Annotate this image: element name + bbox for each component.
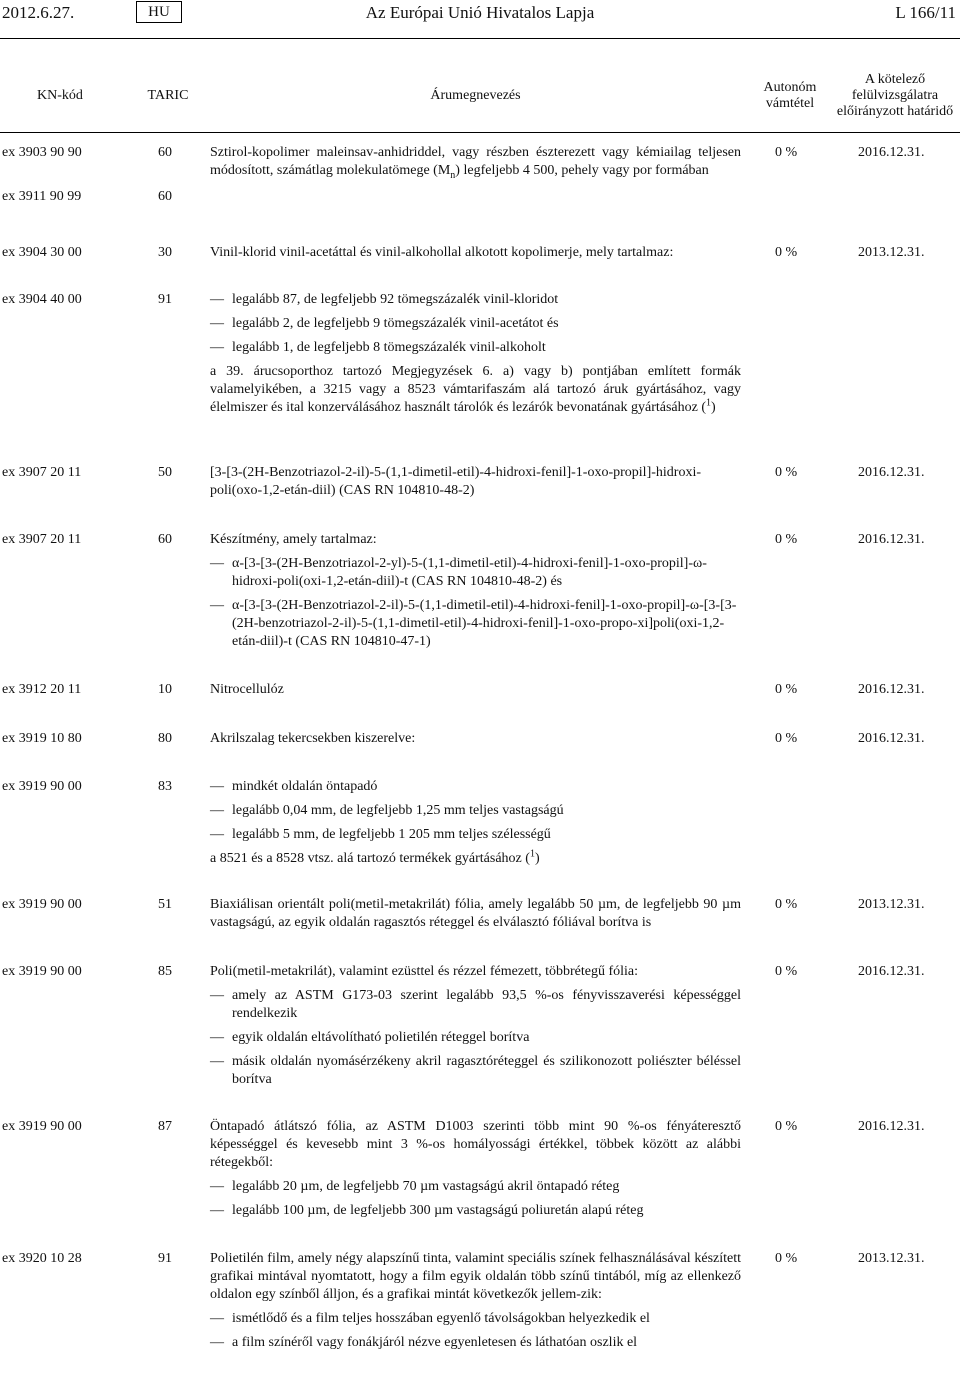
col-date-line1: A kötelező	[864, 72, 926, 87]
taric-code: 60	[158, 189, 172, 204]
kn-code: ex 3919 90 00	[2, 779, 82, 794]
review-date: 2016.12.31.	[858, 682, 925, 697]
dash-item: — legalább 100 µm, de legfeljebb 300 µm vastagságú poliuretán alapú réteg	[210, 1202, 741, 1220]
review-date: 2016.12.31.	[858, 145, 925, 160]
taric-code: 80	[158, 731, 172, 746]
dash-item: — a film színéről vagy fonákjáról nézve egyenletesen és láthatóan oszlik el	[210, 1334, 741, 1352]
kn-code: ex 3903 90 90	[2, 145, 82, 160]
page-header	[0, 2, 960, 24]
taric-code: 60	[158, 145, 172, 160]
dash-item: — legalább 1, de legfeljebb 8 tömegszázalék vinil-alkoholt	[210, 339, 741, 357]
taric-code: 30	[158, 245, 172, 260]
intro-text: Készítmény, amely tartalmaz:	[210, 532, 377, 547]
col-taric: TARIC	[147, 88, 189, 103]
dash-item: — másik oldalán nyomásérzékeny akril ragasztóréteggel és szilikonozott poliészter béléssel borítva	[210, 1053, 741, 1089]
duty-rate: 0 %	[775, 731, 798, 746]
dash-item: — legalább 0,04 mm, de legfeljebb 1,25 mm teljes vastagságú	[210, 802, 741, 820]
page-number: L 166/11	[895, 3, 956, 22]
dash-item: — egyik oldalán eltávolítható polietilén réteggel borítva	[210, 1029, 741, 1047]
description	[210, 291, 741, 417]
kn-code: ex 3919 90 00	[2, 964, 82, 979]
duty-rate: 0 %	[775, 245, 798, 260]
kn-code: ex 3904 40 00	[2, 292, 82, 307]
col-description: Árumegnevezés	[430, 88, 521, 103]
description: Akrilszalag tekercsekben kiszerelve:	[210, 731, 416, 746]
kn-code: ex 3920 10 28	[2, 1251, 82, 1266]
dash-item: — α-[3-[3-(2H-Benzotriazol-2-il)-5-(1,1-dimetil-etil)-4-hidroxi-fenil]-1-oxo-propil]-ω-[3-[3-(2H-benzotriazol-2-il)-5-(1,1-dimetil-etil)-4-hidroxi-fenil]-1-oxo-propo-xi]poli(oxi-1,2-etán-diil)-t (CAS RN 104810-47-1)	[210, 597, 741, 651]
usage-note: a 39. árucsoporthoz tartozó Megjegyzések 6. a) vagy b) pontjában említett formák valamelyikében, a 3215 vagy a 8523 vámtarifaszám alá tartozó áruk gyártásához, vagy élelmiszer és ital konzerválásához használt tárolók és lezárók bevonatának gyártásához ($^1$)	[210, 364, 741, 415]
col-duty	[750, 68, 830, 124]
kn-code: ex 3912 20 11	[2, 682, 82, 697]
kn-code: ex 3907 20 11	[2, 532, 82, 547]
description: Sztirol-kopolimer maleinsav-anhidriddel, vagy részben észterezett vagy kémiailag teljesen módosított, számátlag molekulatömege $(M_n)$ legfeljebb 4 500, pehely vagy por formában	[210, 145, 741, 181]
description	[210, 1118, 741, 1220]
review-date: 2016.12.31.	[858, 465, 925, 480]
taric-code: 91	[158, 292, 172, 307]
description: Biaxiálisan orientált poli(metil-metakrilát) fólia, amely legalább 50 µm, de legfeljebb 90 µm vastagságú, az egyik oldalán ragasztós réteggel és elválasztó fóliával borítva is	[210, 897, 741, 930]
dash-item: — legalább 20 µm, de legfeljebb 70 µm vastagságú akril öntapadó réteg	[210, 1178, 741, 1196]
kn-code: ex 3907 20 11	[2, 465, 82, 480]
kn-code: ex 3919 10 80	[2, 731, 82, 746]
description	[210, 1250, 741, 1352]
description	[210, 531, 741, 651]
review-date: 2013.12.31.	[858, 1251, 925, 1266]
taric-code: 50	[158, 465, 172, 480]
review-date: 2016.12.31.	[858, 964, 925, 979]
review-date: 2016.12.31.	[858, 532, 925, 547]
taric-code: 91	[158, 1251, 172, 1266]
duty-rate: 0 %	[775, 682, 798, 697]
taric-code: 83	[158, 779, 172, 794]
kn-code: ex 3919 90 00	[2, 1119, 82, 1134]
intro-text: Polietilén film, amely négy alapszínű tinta, valamint speciális színek felhasználásával készített grafikai mintával nyomtatott, hogy a film egyik oldalán több színű tintából, míg az ellenkező oldalon egy színből álljon, és a grafikai mintát következők jellem-zik:	[210, 1251, 741, 1302]
taric-code: 51	[158, 897, 172, 912]
dash-item: — legalább 2, de legfeljebb 9 tömegszázalék vinil-acetátot és	[210, 315, 741, 333]
duty-rate: 0 %	[775, 964, 798, 979]
taric-code: 87	[158, 1119, 172, 1134]
col-review-date	[830, 68, 960, 124]
dash-item: — amely az ASTM G173-03 szerint legalább 93,5 %-os fényvisszaverési képességgel rendelkezik	[210, 987, 741, 1023]
duty-rate: 0 %	[775, 465, 798, 480]
description: [3-[3-(2H-Benzotriazol-2-il)-5-(1,1-dimetil-etil)-4-hidroxi-fenil]-1-oxo-propil]-hidroxi-poli(oxo-1,2-etán-diil) (CAS RN 104810-48-2)	[210, 465, 701, 498]
review-date: 2013.12.31.	[858, 245, 925, 260]
publication-date: 2012.6.27.	[2, 3, 75, 22]
duty-rate: 0 %	[775, 1251, 798, 1266]
description: Vinil-klorid vinil-acetáttal és vinil-alkohollal alkotott kopolimerje, mely tartalmaz:	[210, 245, 674, 260]
header-rule	[0, 38, 960, 39]
journal-title: Az Európai Unió Hivatalos Lapja	[365, 3, 595, 22]
taric-code: 85	[158, 964, 172, 979]
dash-item: — α-[3-[3-(2H-Benzotriazol-2-yl)-5-(1,1-dimetil-etil)-4-hidroxi-fenil]-1-oxo-propil]-ω-hidroxi-poli(oxi-1,2-etán-diil)-t (CAS RN 104810-48-2) és	[210, 555, 741, 591]
description: Nitrocellulóz	[210, 682, 284, 697]
col-duty-line2: vámtétel	[765, 96, 815, 111]
taric-code: 60	[158, 532, 172, 547]
duty-rate: 0 %	[775, 145, 798, 160]
duty-rate: 0 %	[775, 1119, 798, 1134]
dash-item: — ismétlődő és a film teljes hosszában egyenlő távolságokban helyezkedik el	[210, 1310, 741, 1328]
intro-text: Öntapadó átlátszó fólia, az ASTM D1003 szerinti több mint 90 %-os fényáteresztő képességgel és kevesebb mint 3 %-os homályossági értékkel, többek között az alábbi rétegekből:	[210, 1119, 741, 1170]
kn-code: ex 3904 30 00	[2, 245, 82, 260]
dash-item: — legalább 5 mm, de legfeljebb 1 205 mm teljes szélességű	[210, 826, 741, 844]
col-duty-line1: Autonóm	[763, 80, 817, 95]
col-date-line2: felülvizsgálatra	[851, 88, 939, 103]
kn-code: ex 3911 90 99	[2, 189, 82, 204]
duty-rate: 0 %	[775, 532, 798, 547]
usage-note: a 8521 és a 8528 vtsz. alá tartozó termékek gyártásához ($^1$)	[210, 848, 540, 866]
review-date: 2016.12.31.	[858, 731, 925, 746]
dash-item: — mindkét oldalán öntapadó	[210, 778, 741, 796]
dash-item: — legalább 87, de legfeljebb 92 tömegszázalék vinil-kloridot	[210, 291, 741, 309]
intro-text: Poli(metil-metakrilát), valamint ezüsttel és rézzel fémezett, többrétegű fólia:	[210, 964, 638, 979]
table-head-rule	[0, 132, 960, 133]
description	[210, 778, 741, 868]
duty-rate: 0 %	[775, 897, 798, 912]
review-date: 2016.12.31.	[858, 1119, 925, 1134]
col-date-line3: előirányzott határidő	[836, 104, 954, 119]
description	[210, 963, 741, 1089]
taric-code: 10	[158, 682, 172, 697]
kn-code: ex 3919 90 00	[2, 897, 82, 912]
col-kn: KN-kód	[37, 88, 83, 103]
review-date: 2013.12.31.	[858, 897, 925, 912]
language-badge: HU	[136, 1, 182, 23]
